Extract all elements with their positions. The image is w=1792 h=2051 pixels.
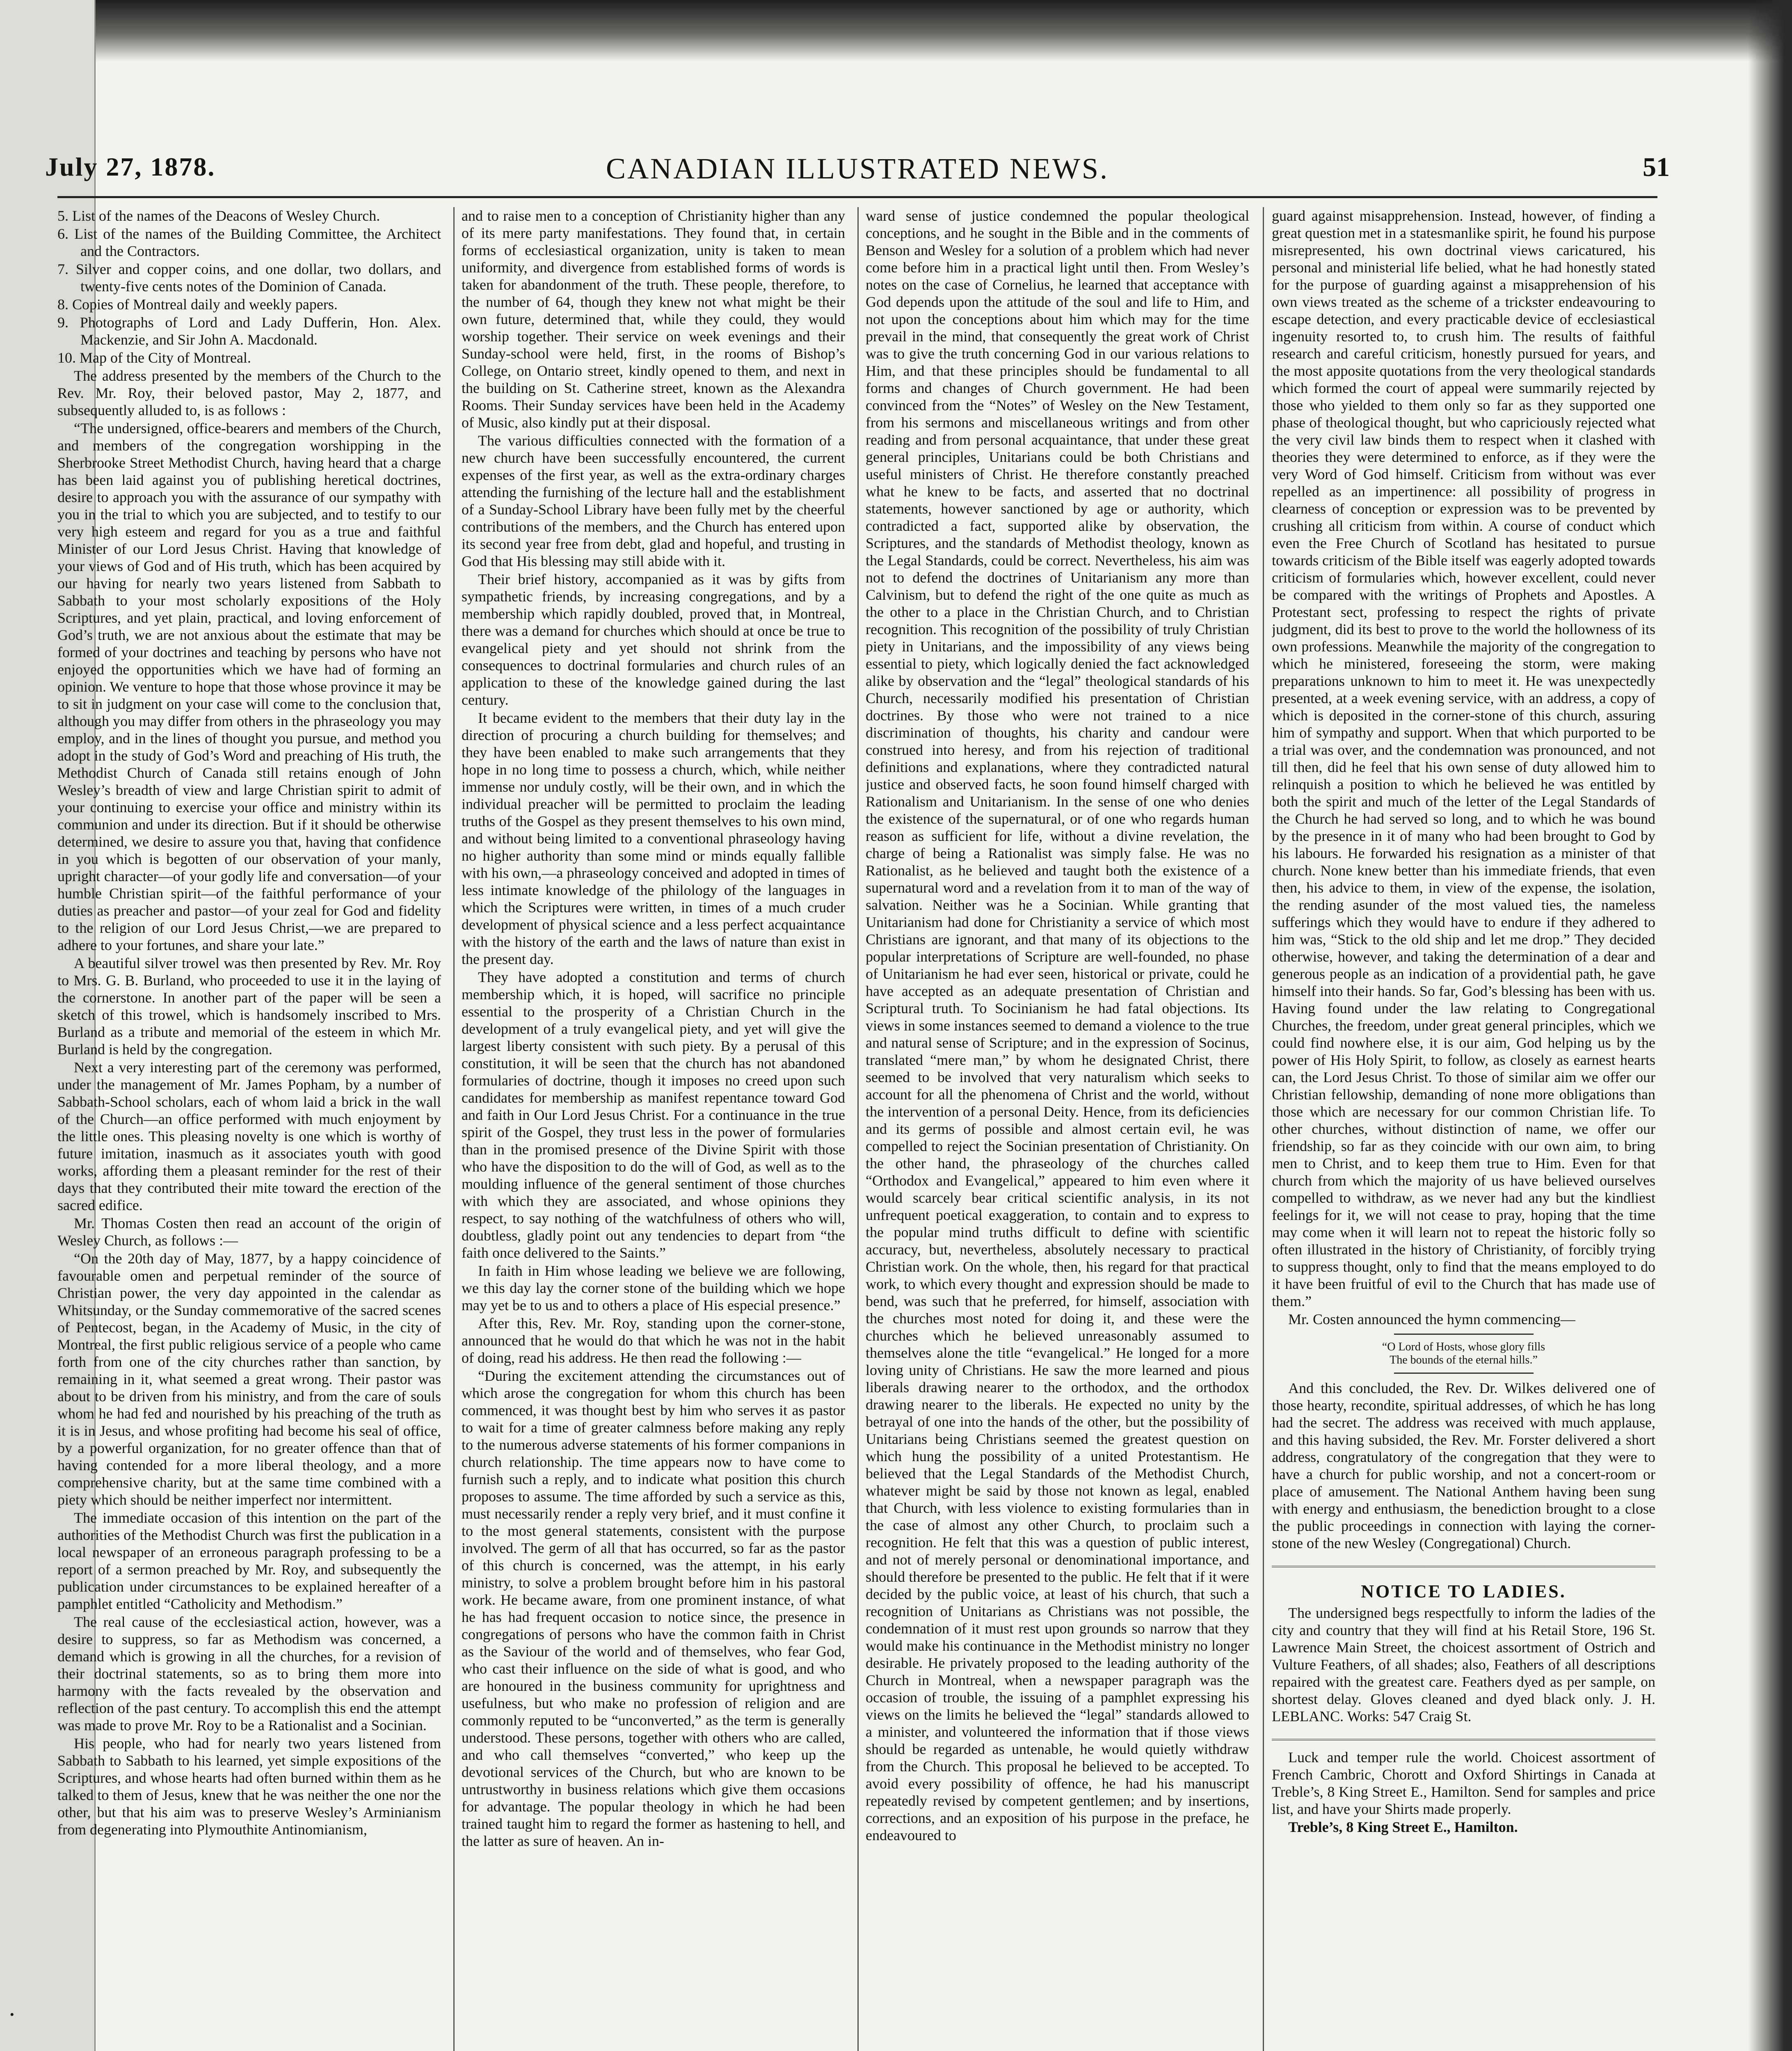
article-paragraph: ward sense of justice condemned the popular theological conceptions, and he sought in the Bible and in the comments of Benson and Wesley for a solution of a problem which had never come before him in a practical light until then. From Wesley’s notes on the case of Cornelius, he learned that acceptance with God depends upon the attitude of the soul and life to Him, and not upon the conceptions about him which may for the time prevail in the mind, that consequently the great work of Christ was to give the truth concerning God in our various relations to Him, and that these principles should be fundamental to all forms and changes of Church government. He had been convinced from the “Notes” of Wesley on the New Testament, from his sermons and miscellaneous writings and from other reading and from personal acquaintance, that under these great general principles, Unitarians could be both Christians and useful ministers of Christ. He therefore constantly preached what he knew to be facts, and asserted that no doctrinal statements, however sanctioned by age or authority, which contradicted a fact, supported alike by observation, the Scriptures, and the standards of Methodist theology, known as the Legal Standards, could be correct. Nevertheless, his aim was not to defend the doctrines of Unitarianism any more than Calvinism, but to defend the right of the one quite as much as the other to a place in the Christian Church, and to Christian recognition. This recognition of the possibility of truly Christian piety in Unitarians, and the impossibility of any views being essential to piety, which logically denied the fact acknowledged alike by observation and the “legal” theological standards of his Church, necessarily modified his presentation of Christian doctrines. By those who were not trained to a nice discrimination of thoughts, his charity and candour were construed into heresy, and from his rejection of traditional definitions and explanations, where they contradicted natural justice and observed facts, he soon found himself charged with Rationalism and Unitarianism. In the sense of one who denies the existence of the supernatural, or of one who regards human reason as sufficient for life, without a divine revelation, the charge of being a Rationalist was simply false. He was no Rationalist, as he believed and taught both the existence of a supernatural word and a revelation from it to man of the way of salvation. Neither was he a Socinian. While granting that Unitarianism had done for Christianity a service of which most Christians are ignorant, and that many of its objections to the popular interpretations of Scripture are well-founded, no phase of Unitarianism he had ever seen, historical or private, could he have accepted as an adequate presentation of Christian and Scriptural truth. To Socinianism he had fatal objections. Its views in some instances seemed to demand a violence to the true and natural sense of Scripture; and in the expression of Socinus, translated “mere man,” by whom he designated Christ, there seemed to be involved that very naturalism which seeks to account for all the phenomena of Christ and the world, without the intervention of a personal Deity. Hence, from its deficiencies and its germs of possible and almost certain evil, he was compelled to reject the Socinian presentation of Christianity. On the other hand, the phraseology of the churches called “Orthodox and Evangelical,” appeared to him even where it would scarcely bear critical scientific analysis, in its not unfrequent poetical exaggeration, to contain and to express to the popular mind truths difficult to define with scientific accuracy, but, nevertheless, absolutely necessary to practical Christian work. On the whole, then, his regard for that practical work, to which every thought and expression should be made to bend, was such that he preferred, for himself, association with the churches most noted for doing it, and these were the churches which he believed unreasonably assumed to themselves alone the title “evangelical.” He longed for a more loving unity of Christians. He saw the more learned and pious liberals drawing nearer to the orthodox, and the orthodox drawing nearer to the liberals. He expected no unity by the betrayal of one into the hands of the other, but the possibility of Unitarians being Christians seemed the greatest question on which hung the possibility of a united Protestantism. He believed that the Legal Standards of the Methodist Church, whatever might be said by those not known as legal, enabled that Church, with less violence to existing formularies than in the case of almost any other Church, to proclaim such a recognition. He felt that this was a question of public interest, and not of merely personal or denominational importance, and should therefore be presented to the public. He felt that if it were decided by the public voice, at least of his church, that such a recognition of Unitarians as Christians was not possible, the condemnation of it must rest upon grounds so narrow that they would make his continuance in the Methodist ministry no longer desirable. He privately proposed to the leading authority of the Church in Montreal, when a newspaper paragraph was the occasion of trouble, the issuing of a pamphlet expressing his views on the limits he believed the “legal” standards allowed to a minister, and volunteered the information that if those views should be regarded as untenable, he would quietly withdraw from the Church. This proposal he believed to be accepted. To avoid every possibility of offence, he had his manuscript repeatedly revised by competent gentlemen; and by insertions, corrections, and an exposition of his purpose in the preface, he endeavoured to <box>866 208 1249 1843</box>
article-paragraph: Mr. Costen announced the hymn commencing— <box>1288 1311 1575 1327</box>
list-item: 8. Copies of Montreal daily and weekly papers. <box>57 296 338 313</box>
article-paragraph: They have adopted a constitution and terms of church membership which, it is hoped, will sacrifice no principle essential to the prosperity of a Christian Church in the development of a truly evangelical piety, and yet will give the largest liberty consistent with such piety. By a perusal of this constitution, it will be seen that the church has not abandoned formularies of doctrine, though it imposes no creed upon such candidates for membership as manifest repentance toward God and faith in Our Lord Jesus Christ. For a continuance in the true spirit of the Gospel, they trust less in the power of formularies than in the promised presence of the Divine Spirit with those who have the disposition to do the will of God, as well as to the moulding influence of the general sentiment of those churches with which they are associated, and whose opinions they respect, to say nothing of the watchfulness of others who will, doubtless, gladly point out any tendencies to depart from “the faith once delivered to the Saints.” <box>462 969 845 1261</box>
column-divider <box>857 207 859 2051</box>
column-3 <box>866 207 1249 2051</box>
hymn-quote <box>1272 1341 1655 1367</box>
newspaper-title: CANADIAN ILLUSTRATED NEWS. <box>606 152 1109 185</box>
article-paragraph: And this concluded, the Rev. Dr. Wilkes delivered one of those hearty, recondite, spiritual addresses, of which he has long had the secret. The address was received with much applause, and this having subsided, the Rev. Mr. Forster delivered a short address, congratulatory of the congregation that they were to have a church for public worship, and not a concert-room or place of amusement. The National Anthem having been sung with energy and enthusiasm, the benediction brought to a close the public proceedings in connection with laying the corner-stone of the new Wesley (Congregational) Church. <box>1272 1380 1655 1551</box>
article-paragraph: In faith in Him whose leading we believe we are following, we this day lay the corner stone of the building which we hope may yet be to us and to others a place of His especial presence.” <box>462 1263 845 1313</box>
article-paragraph: It became evident to the members that their duty lay in the direction of procuring a church building for themselves; and they have been enabled to make such arrangements that they hope in no long time to possess a church, which, while neither immense nor unduly costly, will be their own, and in which the individual preacher will be permitted to proclaim the leading truths of the Gospel as they present themselves to his own mind, and without being limited to a conventional phraseology having no higher authority than some mind or minds equally fallible with his own,—a phraseology conceived and adopted in times of less intimate knowledge of the philology of the languages in which the Scriptures were written, in times of a much cruder development of physical science and a less perfect acquaintance with the history of the earth and the laws of nature than exist in the present day. <box>462 710 845 967</box>
column-1 <box>57 207 441 2051</box>
column-2 <box>462 207 845 2051</box>
margin-dot: • <box>10 2008 14 2021</box>
column-divider <box>1263 207 1264 2051</box>
list-item: 10. Map of the City of Montreal. <box>57 349 251 366</box>
article-paragraph: “On the 20th day of May, 1877, by a happy coincidence of favourable omen and perpetual reminder of the source of Christian power, the very day appointed in the calendar as Whitsunday, or the Sunday commemorative of the sacred scenes of Pentecost, began, in the Academy of Music, in the city of Montreal, the first public religious service of a people who came forth from one of the city churches rather than sanction, by remaining in it, what seemed a great wrong. Their pastor was about to be driven from his ministry, and from the care of souls whom he had fed and nourished by his preaching of the truth as it is in Jesus, and whose profiting had become his seal of office, by a powerful organization, for no greater offence than that of having contended for a more liberal theology, and a more comprehensive charity, but at the same time combined with a piety which should be neither imperfect nor intermittent. <box>57 1250 441 1508</box>
scan-shadow-right <box>1748 0 1792 2051</box>
issue-date: July 27, 1878. <box>45 152 216 181</box>
hymn-line: “O Lord of Hosts, whose glory fills <box>1382 1341 1545 1353</box>
article-paragraph: “The undersigned, office-bearers and members of the Church, and members of the congregation worshipping in the Sherbrooke Street Methodist Church, having heard that a charge has been laid against you of publishing heretical doctrines, desire to approach you with the assurance of our sympathy with you in the trial to which you are subjected, and to testify to our very high esteem and regard for you as a true and faithful Minister of our Lord Jesus Christ. Having that knowledge of your views of God and of His truth, which has been acquired by our having for nearly two years listened from Sabbath to Sabbath to your most scholarly expositions of the Holy Scriptures, and yet plain, practical, and loving enforcement of God’s truth, we are not anxious about the estimate that may be formed of your doctrines and teaching by persons who have not enjoyed the opportunities which we have had of forming an opinion. We venture to hope that those whose province it may be to sit in judgment on your case will come to the conclusion that, although you may differ from others in the phraseology you may employ, and in the lines of thought you pursue, and method you adopt in the study of God’s Word and preaching of His truth, the Methodist Church of Canada still retains enough of John Wesley’s breadth of view and large Christian spirit to admit of your continuing to exercise your office and ministry within its communion and under its direction. But if it should be otherwise determined, we desire to assure you that, having that confidence in you which is begotten of our observation of your manly, upright character—of your godly life and conversation—of your humble Christian spirit—of the faithful performance of your duties as preacher and pastor—of your zeal for God and fidelity to the religion of our Lord Jesus Christ,—we are prepared to adhere to your fortunes, and share your late.” <box>57 420 441 953</box>
column-divider <box>453 207 455 2051</box>
notice-advert <box>1272 1566 1655 1725</box>
list-item: 6. List of the names of the Building Committee, the Architect and the Contractors. <box>57 226 441 259</box>
list-item: 7. Silver and copper coins, and one dollar, two dollars, and twenty-five cents notes of the Dominion of Canada. <box>57 261 441 295</box>
article-paragraph: After this, Rev. Mr. Roy, standing upon the corner-stone, announced that he would do that which he was not in the habit of doing, read his address. He then read the following :— <box>462 1315 845 1366</box>
notice-heading: NOTICE TO LADIES. <box>1361 1581 1566 1601</box>
section-divider <box>1394 1334 1534 1335</box>
article-paragraph: and to raise men to a conception of Christianity higher than any of its mere party manifestations. They found that, in certain forms of ecclesiastical organization, unity is taken to mean uniformity, and divergence from established forms of words is taken for abandonment of the truth. These people, therefore, to the number of 64, though they knew not what might be their own future, determined that, while they could, they would worship together. Their service on week evenings and their Sunday-school were held, first, in the rooms of Bishop’s College, on Ontario street, kindly opened to them, and next in the building on St. Catherine street, known as the Alexandra Rooms. Their Sunday services have been held in the Academy of Music, also kindly put at their disposal. <box>462 208 845 431</box>
article-paragraph: The immediate occasion of this intention on the part of the authorities of the Methodist Church was first the publication in a local newspaper of an erroneous paragraph professing to be a report of a sermon preached by Mr. Roy, and subsequently the publication under circumstances to be explained hereafter of a pamphlet entitled “Catholicity and Methodism.” <box>57 1510 441 1612</box>
scan-shadow-top <box>96 0 1792 62</box>
shirt-advert <box>1272 1739 1655 1836</box>
notice-body: The undersigned begs respectfully to inform the ladies of the city and country that they will find at his Retail Store, 196 St. Lawrence Main Street, the choicest assortment of Ostrich and Vulture Feathers, of all shades; also, Feathers of all descriptions repaired with the greatest care. Feathers dyed as per sample, on shortest delay. Gloves cleaned and dyed black only. J. H. LEBLANC. Works: 547 Craig St. <box>1272 1605 1655 1724</box>
article-paragraph: Their brief history, accompanied as it was by gifts from sympathetic friends, by increasing congregations, and by a membership which rapidly doubled, proved that, in Montreal, there was a demand for churches which should at once be true to evangelical piety and yet should not shrink from the consequences to doctrinal formularies and church rules of an application to these of the knowledge gained during the last century. <box>462 571 845 708</box>
list-item: 9. Photographs of Lord and Lady Dufferin, Hon. Alex. Mackenzie, and Sir John A. Macdonald. <box>57 314 441 348</box>
article-paragraph: Mr. Thomas Costen then read an account of the origin of Wesley Church, as follows :— <box>57 1215 441 1249</box>
deposit-list <box>57 207 441 366</box>
article-paragraph: The real cause of the ecclesiastical action, however, was a desire to suppress, so far as Methodism was concerned, a demand which is growing in all the churches, for a revision of their doctrinal statements, so as to bring them more into harmony with the facts revealed by the observation and reflection of the past century. To accomplish this end the attempt was made to prove Mr. Roy to be a Rationalist and a Socinian. <box>57 1614 441 1734</box>
hymn-line: The bounds of the eternal hills.” <box>1390 1354 1538 1366</box>
list-item: 5. List of the names of the Deacons of Wesley Church. <box>57 208 380 224</box>
article-paragraph: The various difficulties connected with the formation of a new church have been successfully encountered, the current expenses of the first year, as well as the extra-ordinary charges attending the furnishing of the lecture hall and the establishment of a Sunday-School Library have been fully met by the cheerful contributions of the members, and the Church has entered upon its second year free from debt, glad and hopeful, and trusting in God that His blessing may still abide with it. <box>462 432 845 569</box>
article-paragraph: His people, who had for nearly two years listened from Sabbath to Sabbath to his learned, yet simple expositions of the Scriptures, and whose hearts had often burned within them as he talked to them of Jesus, knew that he was neither the one nor the other, but that his aim was to preserve Wesley’s Arminianism from degenerating into Plymouthite Antinomianism, <box>57 1735 441 1838</box>
section-divider <box>1394 1373 1534 1374</box>
masthead <box>45 144 1670 197</box>
advert-body: Luck and temper rule the world. Choicest assortment of French Cambric, Chorott and Oxford Shirtings in Canada at Treble’s, 8 King Street E., Hamilton. Send for samples and price list, and have your Shirts made properly. <box>1272 1749 1655 1817</box>
article-paragraph: “During the excitement attending the circumstances out of which arose the congregation for whom this church has been commenced, it was thought best by him who serves it as pastor to wait for a time of greater calmness before making any reply to the numerous adverse statements of his former companions in church relationship. The time appears now to have come to furnish such a reply, and to indicate what position this church proposes to assume. The time afforded by such a service as this, must necessarily render a reply very brief, and it must confine it to the most general statements, consistent with the purpose involved. The germ of all that has occurred, so far as the pastor of this church is concerned, was the attempt, in his early ministry, to solve a problem brought before him in his pastoral work. He became aware, from one prominent instance, of what he has had frequent occasion to notice since, the presence in congregations of persons who have the common faith in Christ as the Saviour of the world and of themselves, who fear God, who cast their influence on the side of what is good, and who are honoured in the business community for uprightness and usefulness, but who make no profession of religion and are commonly reputed to be “unconverted,” as the term is generally understood. These persons, together with others who are called, and who call themselves “converted,” who keep up the devotional services of the Church, but who are known to be untrustworthy in business relations which give them occasions for advantage. The popular theology in which he had been trained taught him to regard the former as hastening to hell, and the latter as sure of heaven. An in- <box>462 1368 845 1849</box>
article-paragraph: The address presented by the members of the Church to the Rev. Mr. Roy, their beloved pastor, May 2, 1877, and subsequently alluded to, is as follows : <box>57 368 441 418</box>
masthead-rule <box>57 196 1657 198</box>
column-4 <box>1272 207 1655 2051</box>
page-number: 51 <box>1643 152 1670 182</box>
article-paragraph: A beautiful silver trowel was then presented by Rev. Mr. Roy to Mrs. G. B. Burland, who proceeded to use it in the laying of the cornerstone. In another part of the paper will be seen a sketch of this trowel, which is handsomely inscribed to Mrs. Burland as a tribute and memorial of the esteem in which Mr. Burland is held by the congregation. <box>57 955 441 1057</box>
article-paragraph: guard against misapprehension. Instead, however, of finding a great question met in a statesmanlike spirit, he found his purpose misrepresented, his own doctrinal views caricatured, his personal and ministerial life belied, what he had honestly stated for the purpose of guarding against a misapprehension of his own views treated as the scheme of a trickster endeavouring to escape detection, and every practicable device of ecclesiastical ingenuity resorted to, to crush him. The results of faithful research and careful criticism, honestly pursued for years, and the most apposite quotations from the very theological standards which formed the court of appeal were summarily rejected by those who yielded to them only so far as they supported one phase of theological thought, but who capriciously rejected what the very civil law binds them to respect when it clashed with theories they were determined to enforce, as if they were the very Word of God himself. Criticism from without was ever repelled as an impertinence: all possibility of progress in clearness of conception or expression was to be prevented by crushing all criticism from within. A course of conduct which even the Free Church of Scotland has hesitated to pursue towards criticism of the Bible itself was eagerly adopted towards criticism of formularies which, however excellent, could never be compared with the writings of Prophets and Apostles. A Protestant sect, professing to respect the rights of private judgment, did its best to prove to the world the hollowness of its own professions. Meanwhile the majority of the congregation to which he ministered, foreseeing the storm, were making preparations unknown to him to meet it. He was unexpectedly presented, at a week evening service, with an address, a copy of which is deposited in the corner-stone of this church, assuring him of sympathy and support. When that which purported to be a trial was over, and the condemnation was pronounced, and not till then, did he feel that his own sense of duty allowed him to relinquish a position to which he believed he was entitled by both the spirit and much of the letter of the Legal Standards of the Church he had served so long, and to which he was bound by the presence in it of many who had been brought to God by his labours. He forwarded his resignation as a minister of that church. None knew better than his immediate friends, that even then, his advice to them, in view of the expense, the isolation, the rending asunder of the most valued ties, the nameless sufferings which they would have to endure if they adhered to him was, “Stick to the old ship and let me drop.” They decided otherwise, however, and taking the determination of a dear and generous people as an indication of a providential path, he gave himself into their hands. So far, God’s blessing has been with us. Having found under the law relating to Congregational Churches, the freedom, under great general principles, which we could find nowhere else, it is our aim, God helping us by the power of His Holy Spirit, to follow, as closely as earnest hearts can, the Lord Jesus Christ. To those of similar aim we offer our Christian fellowship, demanding of none more obligations than those which are necessary for our common Christian life. To other churches, without distinction of name, we offer our friendship, so far as they coincide with our own aim, to bring men to Christ, and to keep them true to Him. Even for that church from which the majority of us have believed ourselves compelled to withdraw, as we never had any but the kindliest feelings for it, we will not cease to pray, hoping that the time may come when it will learn not to repeat the historic folly so often illustrated in the history of Christianity, of forcibly trying to suppress thought, only to find that the means employed to do it have been fruitful of evil to the Church that has made use of them.” <box>1272 208 1655 1309</box>
article-paragraph: Next a very interesting part of the ceremony was performed, under the management of Mr. James Popham, by a number of Sabbath-School scholars, each of whom laid a brick in the wall of the Church—an office performed with much enjoyment by the little ones. This pleasing novelty is one which is worthy of future imitation, inasmuch as it associates youth with good works, affording them a pleasant reminder for the rest of their days that they contributed their mite toward the erection of the sacred edifice. <box>57 1059 441 1213</box>
advert-footer: Treble’s, 8 King Street E., Hamilton. <box>1288 1819 1518 1835</box>
